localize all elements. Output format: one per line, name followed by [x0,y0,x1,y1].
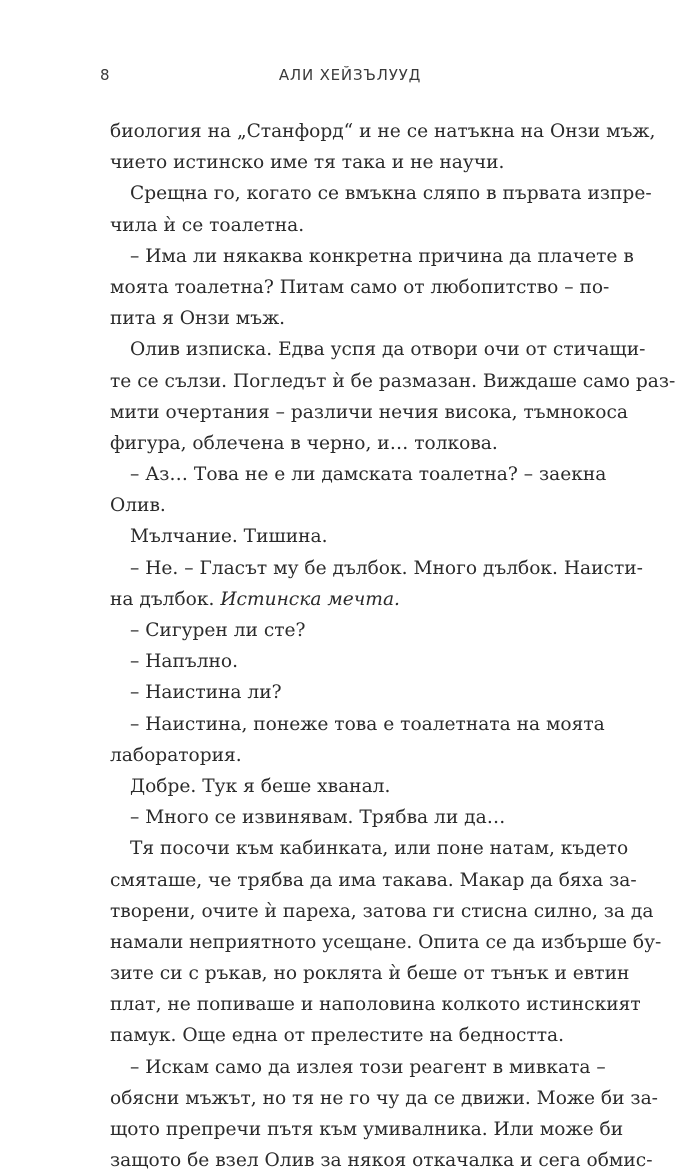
text-line: – Аз… Това не е ли дамската тоалетна? – заекна [130,464,607,486]
text-line: моята тоалетна? Питам само от любопитство – по- [110,276,610,298]
text-line: Олив изписка. Едва успя да отвори очи от стичащи- [130,339,646,361]
text-line: – Искам само да излея този реагент в мивката – [130,1056,606,1078]
text-line: – Сигурен ли сте? [130,620,306,641]
text-line: – Има ли някаква конкретна причина да плачете в [130,245,634,267]
text-line: плат, не попиваше и наполовина колкото истинският [110,994,641,1016]
text-line: пита я Онзи мъж. [110,308,286,330]
text-line: – Много се извинявам. Трябва ли да… [130,807,506,829]
text-line: защото бе взел Олив за някоя откачалка и сега обмис- [110,1150,653,1172]
page-header [100,66,600,90]
text-line: Мълчание. Тишина. [130,526,328,548]
text-line: обясни мъжът, но тя не го чу да се движи. Може би за- [110,1087,658,1109]
text-line: – Напълно. [130,651,239,673]
text-line: Добре. Тук я беше хванал. [130,775,391,797]
text-line: чието истинско име тя така и не научи. [110,152,505,174]
page-number: 8 [100,66,111,84]
text-fragment: на дълбок. [110,588,215,610]
text-line: мити очертания – различи нечия висока, тъмнокоса [110,401,628,423]
text-line: те се сълзи. Погледът ѝ бе размазан. Виждаше само раз- [110,370,676,392]
text-line: Олив. [110,495,166,517]
text-line: – Наистина, понеже това е тоалетната на моята [130,713,605,735]
text-line: зите си с ръкав, но роклята ѝ беше от тънък и евтин [110,963,630,985]
text-line: биология на „Станфорд“ и не се натъкна на Онзи мъж, [110,121,656,142]
text-line: – Не. – Гласът му бе дълбок. Много дълбок. Наисти- [130,557,643,579]
text-line: смяташе, че трябва да има такава. Макар да бяха за- [110,869,637,891]
body-text [110,116,676,1176]
text-line: памук. Още една от прелестите на бедността. [110,1025,565,1047]
text-line: лаборатория. [110,744,242,766]
text-line: Тя посочи към кабинката, или поне натам, където [130,838,629,860]
text-line: фигура, облечена в черно, и… толкова. [110,432,498,454]
text-line: Срещна го, когато се вмъкна сляпо в първата изпре- [130,183,652,205]
text-line: намали неприятното усещане. Опита се да избърше бу- [110,931,662,953]
text-line: щото препречи пътя към умивалника. Или може би [110,1119,624,1140]
text-line: творени, очите ѝ пареха, затова ги стисна силно, за да [110,900,654,922]
text-line: – Наистина ли? [130,682,282,704]
running-title: АЛИ ХЕЙЗЪЛУУД [278,66,422,84]
italic-phrase: Истинска мечта. [220,588,400,610]
text-line: чила ѝ се тоалетна. [110,214,305,236]
text-line [110,584,602,615]
